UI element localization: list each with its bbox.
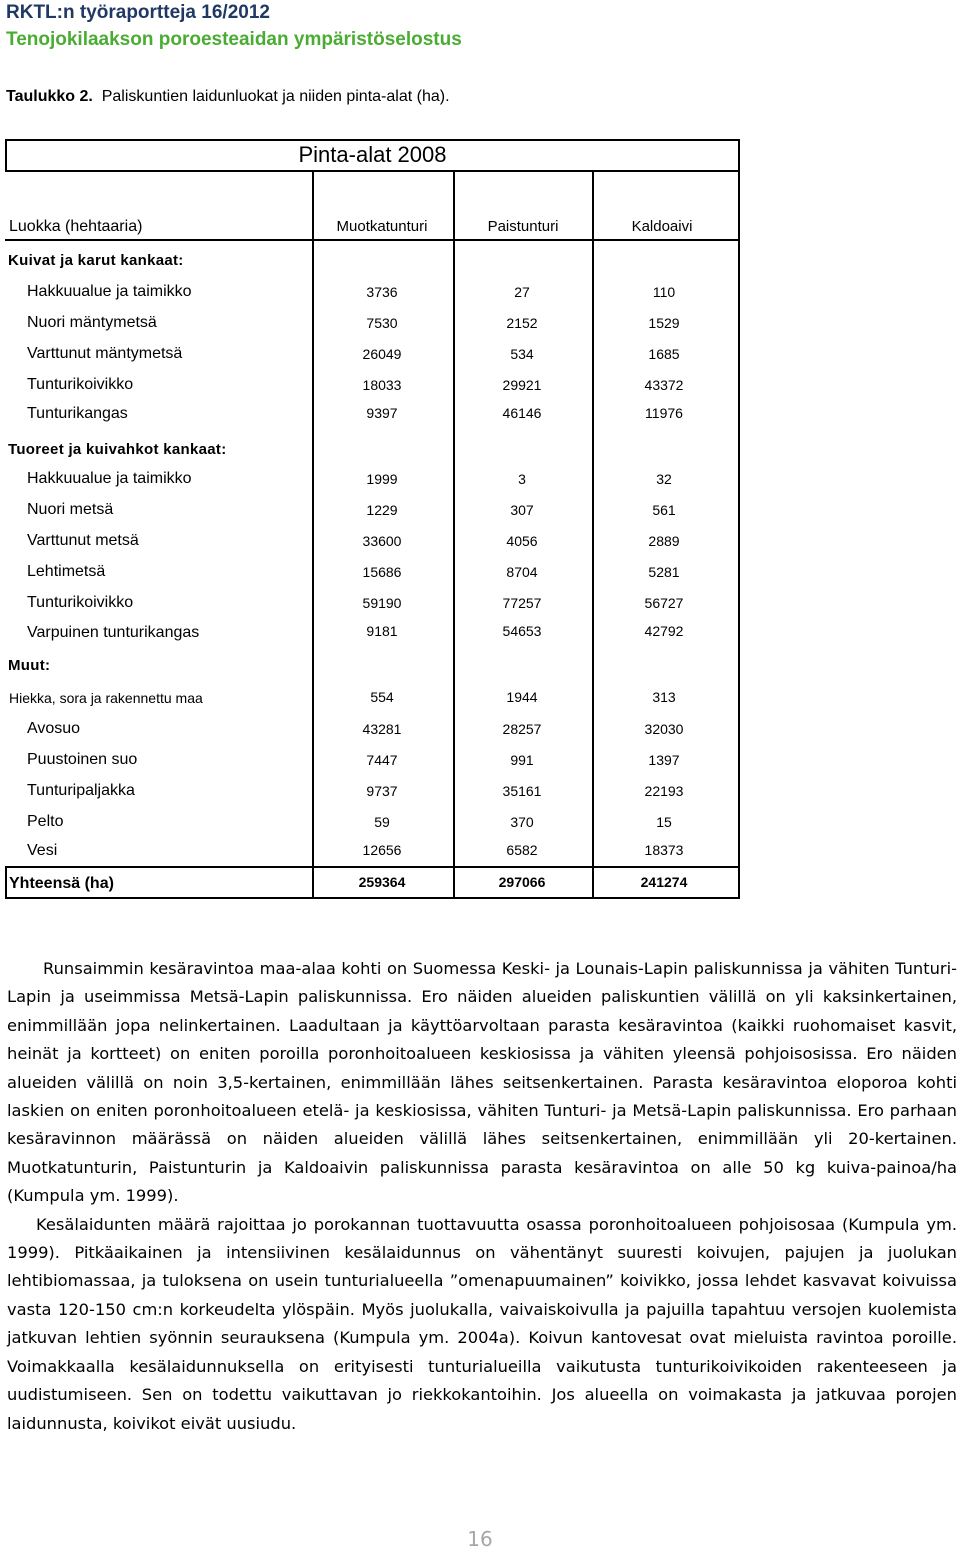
- cell-value: 1397: [648, 752, 680, 768]
- section-heading: Tuoreet ja kuivahkot kankaat:: [8, 441, 227, 458]
- row-label: Avosuo: [27, 720, 81, 737]
- cell-value: 2152: [506, 315, 538, 331]
- cell-value: 8704: [506, 564, 538, 580]
- cell-value: 33600: [362, 533, 402, 549]
- column-header-paistunturi: Paistunturi: [487, 218, 559, 235]
- row-label: Nuori mäntymetsä: [27, 314, 157, 331]
- cell-value: 11976: [645, 405, 683, 421]
- cell-value: 1529: [648, 315, 680, 331]
- cell-value: 6582: [506, 842, 538, 858]
- cell-value: 561: [652, 502, 676, 518]
- cell-value: 7530: [366, 315, 398, 331]
- cell-value: 28257: [502, 721, 542, 737]
- cell-value: 46146: [502, 405, 542, 421]
- cell-value: 5281: [648, 564, 680, 580]
- cell-value: 7447: [366, 752, 398, 768]
- row-label: Varttunut metsä: [27, 532, 139, 549]
- section-heading: Kuivat ja karut kankaat:: [8, 252, 184, 269]
- cell-value: 1999: [366, 471, 398, 487]
- row-label: Hiekka, sora ja rakennettu maa: [9, 690, 203, 706]
- cell-value: 9397: [366, 405, 398, 421]
- row-label: Pelto: [27, 813, 64, 830]
- section-heading: Muut:: [8, 657, 51, 674]
- total-value: 259364: [358, 874, 406, 890]
- cell-value: 32: [656, 471, 672, 487]
- total-value: 297066: [498, 874, 546, 890]
- cell-value: 26049: [362, 346, 402, 362]
- table-title: Pinta-alat 2008: [298, 142, 447, 167]
- cell-value: 554: [370, 689, 394, 705]
- cell-value: 110: [652, 284, 676, 300]
- cell-value: 32030: [644, 721, 684, 737]
- table-caption-label: Taulukko 2.: [6, 88, 93, 105]
- row-label: Hakkuualue ja taimikko: [27, 470, 192, 487]
- cell-value: 43281: [362, 721, 402, 737]
- cell-value: 54653: [502, 623, 542, 639]
- cell-value: 43372: [644, 377, 684, 393]
- cell-value: 15: [656, 814, 672, 830]
- total-divider-1: [312, 866, 314, 899]
- area-table: [5, 139, 740, 899]
- cell-value: 4056: [506, 533, 538, 549]
- row-label: Nuori metsä: [27, 501, 114, 518]
- column-divider-1: [312, 172, 314, 867]
- table-caption: [6, 88, 450, 106]
- cell-value: 534: [510, 346, 534, 362]
- page-number: 16: [467, 1527, 493, 1551]
- table-caption-text: Paliskuntien laidunluokat ja niiden pinta-alat (ha).: [101, 88, 450, 105]
- cell-value: 1944: [506, 689, 538, 705]
- total-value: 241274: [640, 874, 688, 890]
- cell-value: 3: [518, 471, 526, 487]
- cell-value: 313: [652, 689, 676, 705]
- total-label: Yhteensä (ha): [9, 875, 114, 892]
- column-divider-right: [738, 172, 740, 867]
- row-label: Hakkuualue ja taimikko: [27, 283, 192, 300]
- report-subtitle: Tenojokilaakson poroesteaidan ympäristöselostus: [6, 29, 462, 50]
- column-divider-2: [453, 172, 455, 867]
- cell-value: 307: [510, 502, 534, 518]
- paragraph: Runsaimmin kesäravintoa maa-alaa kohti on Suomessa Keski- ja Lounais-Lapin paliskunnissa ja vähiten Tunturi-Lapin ja useimmissa Metsä-Lapin paliskunnissa. Ero näiden alueiden paliskuntien välillä on yli kaksinkertainen, enimmillään jopa nelinkertainen. Laadultaan ja käyttöarvoltaan parasta kesäravintoa (kaikki ruohomaiset kasvit, heinät ja kortteet) on eniten poroilla poronhoitoalueen keskiosissa ja vähiten yleensä pohjoisosissa. Ero näiden alueiden välillä on noin 3,5-kertainen, enimmillään lähes seitsenkertainen. Parasta kesäravintoa eloporoa kohti laskien on eniten poronhoitoalueen etelä- ja keskiosissa, vähiten Tunturi- ja Metsä-Lapin paliskunnissa. Ero parhaan kesäravinnon määrässä on näiden alueiden välillä lähes seitsenkertainen, enimmillään yli 20-kertainen. Muotkatunturin, Paistunturin ja Kaldoaivin paliskunnissa parasta kesäravintoa on alle 50 kg kuiva-painoa/ha (Kumpula ym. 1999).: [7, 959, 957, 1206]
- row-label: Vesi: [27, 842, 58, 859]
- cell-value: 18373: [644, 842, 684, 858]
- total-divider-2: [453, 866, 455, 899]
- cell-value: 35161: [502, 783, 542, 799]
- cell-value: 9737: [366, 783, 398, 799]
- cell-value: 2889: [648, 533, 680, 549]
- cell-value: 9181: [366, 623, 398, 639]
- cell-value: 59190: [362, 595, 402, 611]
- cell-value: 1685: [648, 346, 680, 362]
- cell-value: 18033: [362, 377, 402, 393]
- cell-value: 991: [510, 752, 534, 768]
- cell-value: 370: [510, 814, 534, 830]
- row-label: Lehtimetsä: [27, 563, 106, 580]
- report-series-title: RKTL:n työraportteja 16/2012: [6, 2, 270, 23]
- column-divider-3: [592, 172, 594, 867]
- cell-value: 27: [514, 284, 530, 300]
- cell-value: 77257: [502, 595, 542, 611]
- total-divider-3: [592, 866, 594, 899]
- row-label: Varttunut mäntymetsä: [27, 345, 183, 362]
- header-divider: [5, 239, 740, 241]
- cell-value: 1229: [366, 502, 398, 518]
- column-header-kaldoaivi: Kaldoaivi: [631, 218, 693, 235]
- cell-value: 3736: [366, 284, 398, 300]
- column-header-muotkatunturi: Muotkatunturi: [336, 218, 428, 235]
- paragraph: Kesälaidunten määrä rajoittaa jo porokannan tuottavuutta osassa poronhoitoalueen pohjoisosaa (Kumpula ym. 1999). Pitkäaikainen ja intensiivinen kesälaidunnus on vähentänyt suuresti koivujen, pajujen ja juolukan lehtibiomassaa, ja tuloksena on usein tunturialueella ”omenapuumainen” koivikko, jossa lehdet kasvavat koivuissa vasta 120-150 cm:n korkeudelta ylöspäin. Myös juolukalla, vaivaiskoivulla ja pajuilla tapahtuu versojen kuolemista jatkuvan lehtien syönnin seurauksena (Kumpula ym. 2004a). Koivun kantovesat ovat mieluista ravintoa poroille. Voimakkaalla kesälaidunnuksella on erityisesti tunturialueilla vaikutusta tunturikoivikoiden rakenteeseen ja uudistumiseen. Sen on todettu vaikuttavan jo riekkokantoihin. Jos alueella on voimakasta ja jatkuvaa porojen laidunnusta, koivikot eivät uusiudu.: [7, 1214, 957, 1433]
- cell-value: 22193: [644, 783, 684, 799]
- cell-value: 42792: [644, 623, 684, 639]
- row-label: Varpuinen tunturikangas: [27, 624, 200, 641]
- cell-value: 15686: [362, 564, 402, 580]
- cell-value: 56727: [644, 595, 684, 611]
- row-label: Puustoinen suo: [27, 751, 138, 768]
- row-label: Tunturikoivikko: [27, 376, 134, 393]
- cell-value: 29921: [502, 377, 542, 393]
- row-label: Tunturipaljakka: [27, 782, 135, 799]
- body-text: [7, 955, 957, 1438]
- row-label: Tunturikangas: [27, 405, 128, 422]
- row-label: Tunturikoivikko: [27, 594, 134, 611]
- cell-value: 59: [374, 814, 390, 830]
- column-header-category: Luokka (hehtaaria): [9, 218, 143, 235]
- cell-value: 12656: [362, 842, 402, 858]
